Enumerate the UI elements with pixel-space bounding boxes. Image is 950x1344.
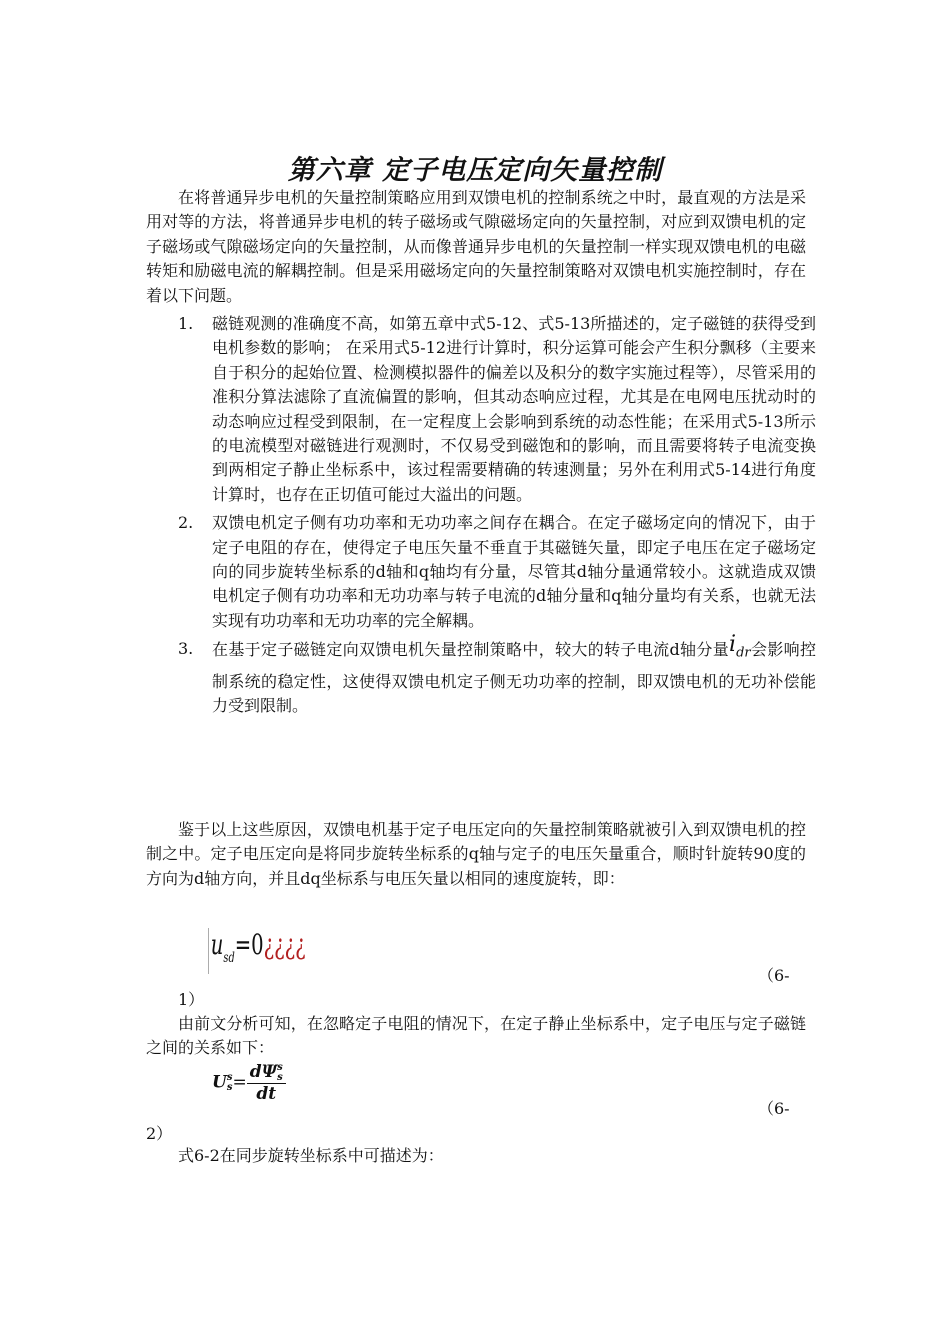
problem-list: [146, 312, 816, 719]
list-text: 磁链观测的准确度不高，如第五章中式5-12、式5-13所描述的，定子磁链的获得受到电机参数的影响； 在采用式5-12进行计算时，积分运算可能会产生积分飘移（主要来自于积分的起始位置、检测模拟器件的偏差以及积分的数字实施过程等），尽管采用的准积分算法滤除了直流偏置的影响，但其动态响应过程，尤其是在电网电压扰动时的动态响应过程受到限制，在一定程度上会影响到系统的动态性能；在采用式5-13所示的电流模型对磁链进行观测时，不仅易受到磁饱和的影响，而且需要将转子电流变换到两相定子静止坐标系中，该过程需要精确的转速测量；另外在利用式5-14进行角度计算时，也存在正切值可能过大溢出的问题。: [212, 314, 816, 504]
list-text: 在基于定子磁链定向双馈电机矢量控制策略中，较大的转子电流d轴分量: [212, 640, 730, 660]
list-item: [146, 511, 816, 633]
list-number: 3.: [178, 639, 194, 659]
chapter-title: 第六章 定子电压定向矢量控制: [287, 155, 663, 186]
list-text: 会影响控制系统的稳定性，这使得双馈电机定子侧无功功率的控制，即双馈电机的无功补偿能力受到限制。: [212, 640, 816, 716]
equation-number: 1）: [178, 990, 205, 1009]
list-text: 双馈电机定子侧有功功率和无功功率之间存在耦合。在定子磁场定向的情况下，由于定子电阻的存在，使得定子电压矢量不垂直于其磁链矢量，即定子电压在定子磁场定向的同步旋转坐标系的d轴和q轴均有分量，尽管其d轴分量通常较小。这就造成双馈电机定子侧有功功率和无功功率与转子电流的d轴分量和q轴分量均有关系，也就无法实现有功功率和无功功率的完全解耦。: [212, 513, 816, 630]
list-number: 2.: [178, 513, 194, 533]
list-item: [146, 312, 816, 507]
paragraph-transform: 式6-2在同步旋转坐标系中可描述为：: [178, 1146, 444, 1165]
list-number: 1.: [178, 314, 194, 333]
paragraph-reasons: 鉴于以上这些原因，双馈电机基于定子电压定向的矢量控制策略就被引入到双馈电机的控制之中。定子电压定向是将同步旋转坐标系的q轴与定子的电压矢量重合，顺时针旋转90度的方向为d轴方向，并且dq坐标系与电压矢量以相同的速度旋转，即：: [146, 820, 806, 888]
intro-paragraph: 在将普通异步电机的矢量控制策略应用到双馈电机的控制系统之中时，最直观的方法是采用对等的方法，将普通异步电机的转子磁场或气隙磁场定向的矢量控制，对应到双馈电机的定子磁场或气隙磁场定向的矢量控制，从而像普通异步电机的矢量控制一样实现双馈电机的电磁转矩和励磁电流的解耦控制。但是采用磁场定向的矢量控制策略对双馈电机实施控制时，存在着以下问题。: [146, 188, 806, 305]
equation-6-2: U s s = dΨ s s dt: [212, 1062, 286, 1104]
idr-variable: $i_{dr}$: [729, 632, 751, 661]
equation-number: 2）: [146, 1124, 173, 1143]
equation-number: （6-: [758, 1099, 790, 1118]
equation-6-1: $u_{sd}=0¿¿¿¿$: [208, 928, 306, 974]
list-item: [146, 632, 816, 719]
paragraph-relation: 由前文分析可知，在忽略定子电阻的情况下，在定子静止坐标系中，定子电压与定子磁链之间的关系如下：: [146, 1014, 806, 1058]
equation-number: （6-: [758, 966, 790, 985]
